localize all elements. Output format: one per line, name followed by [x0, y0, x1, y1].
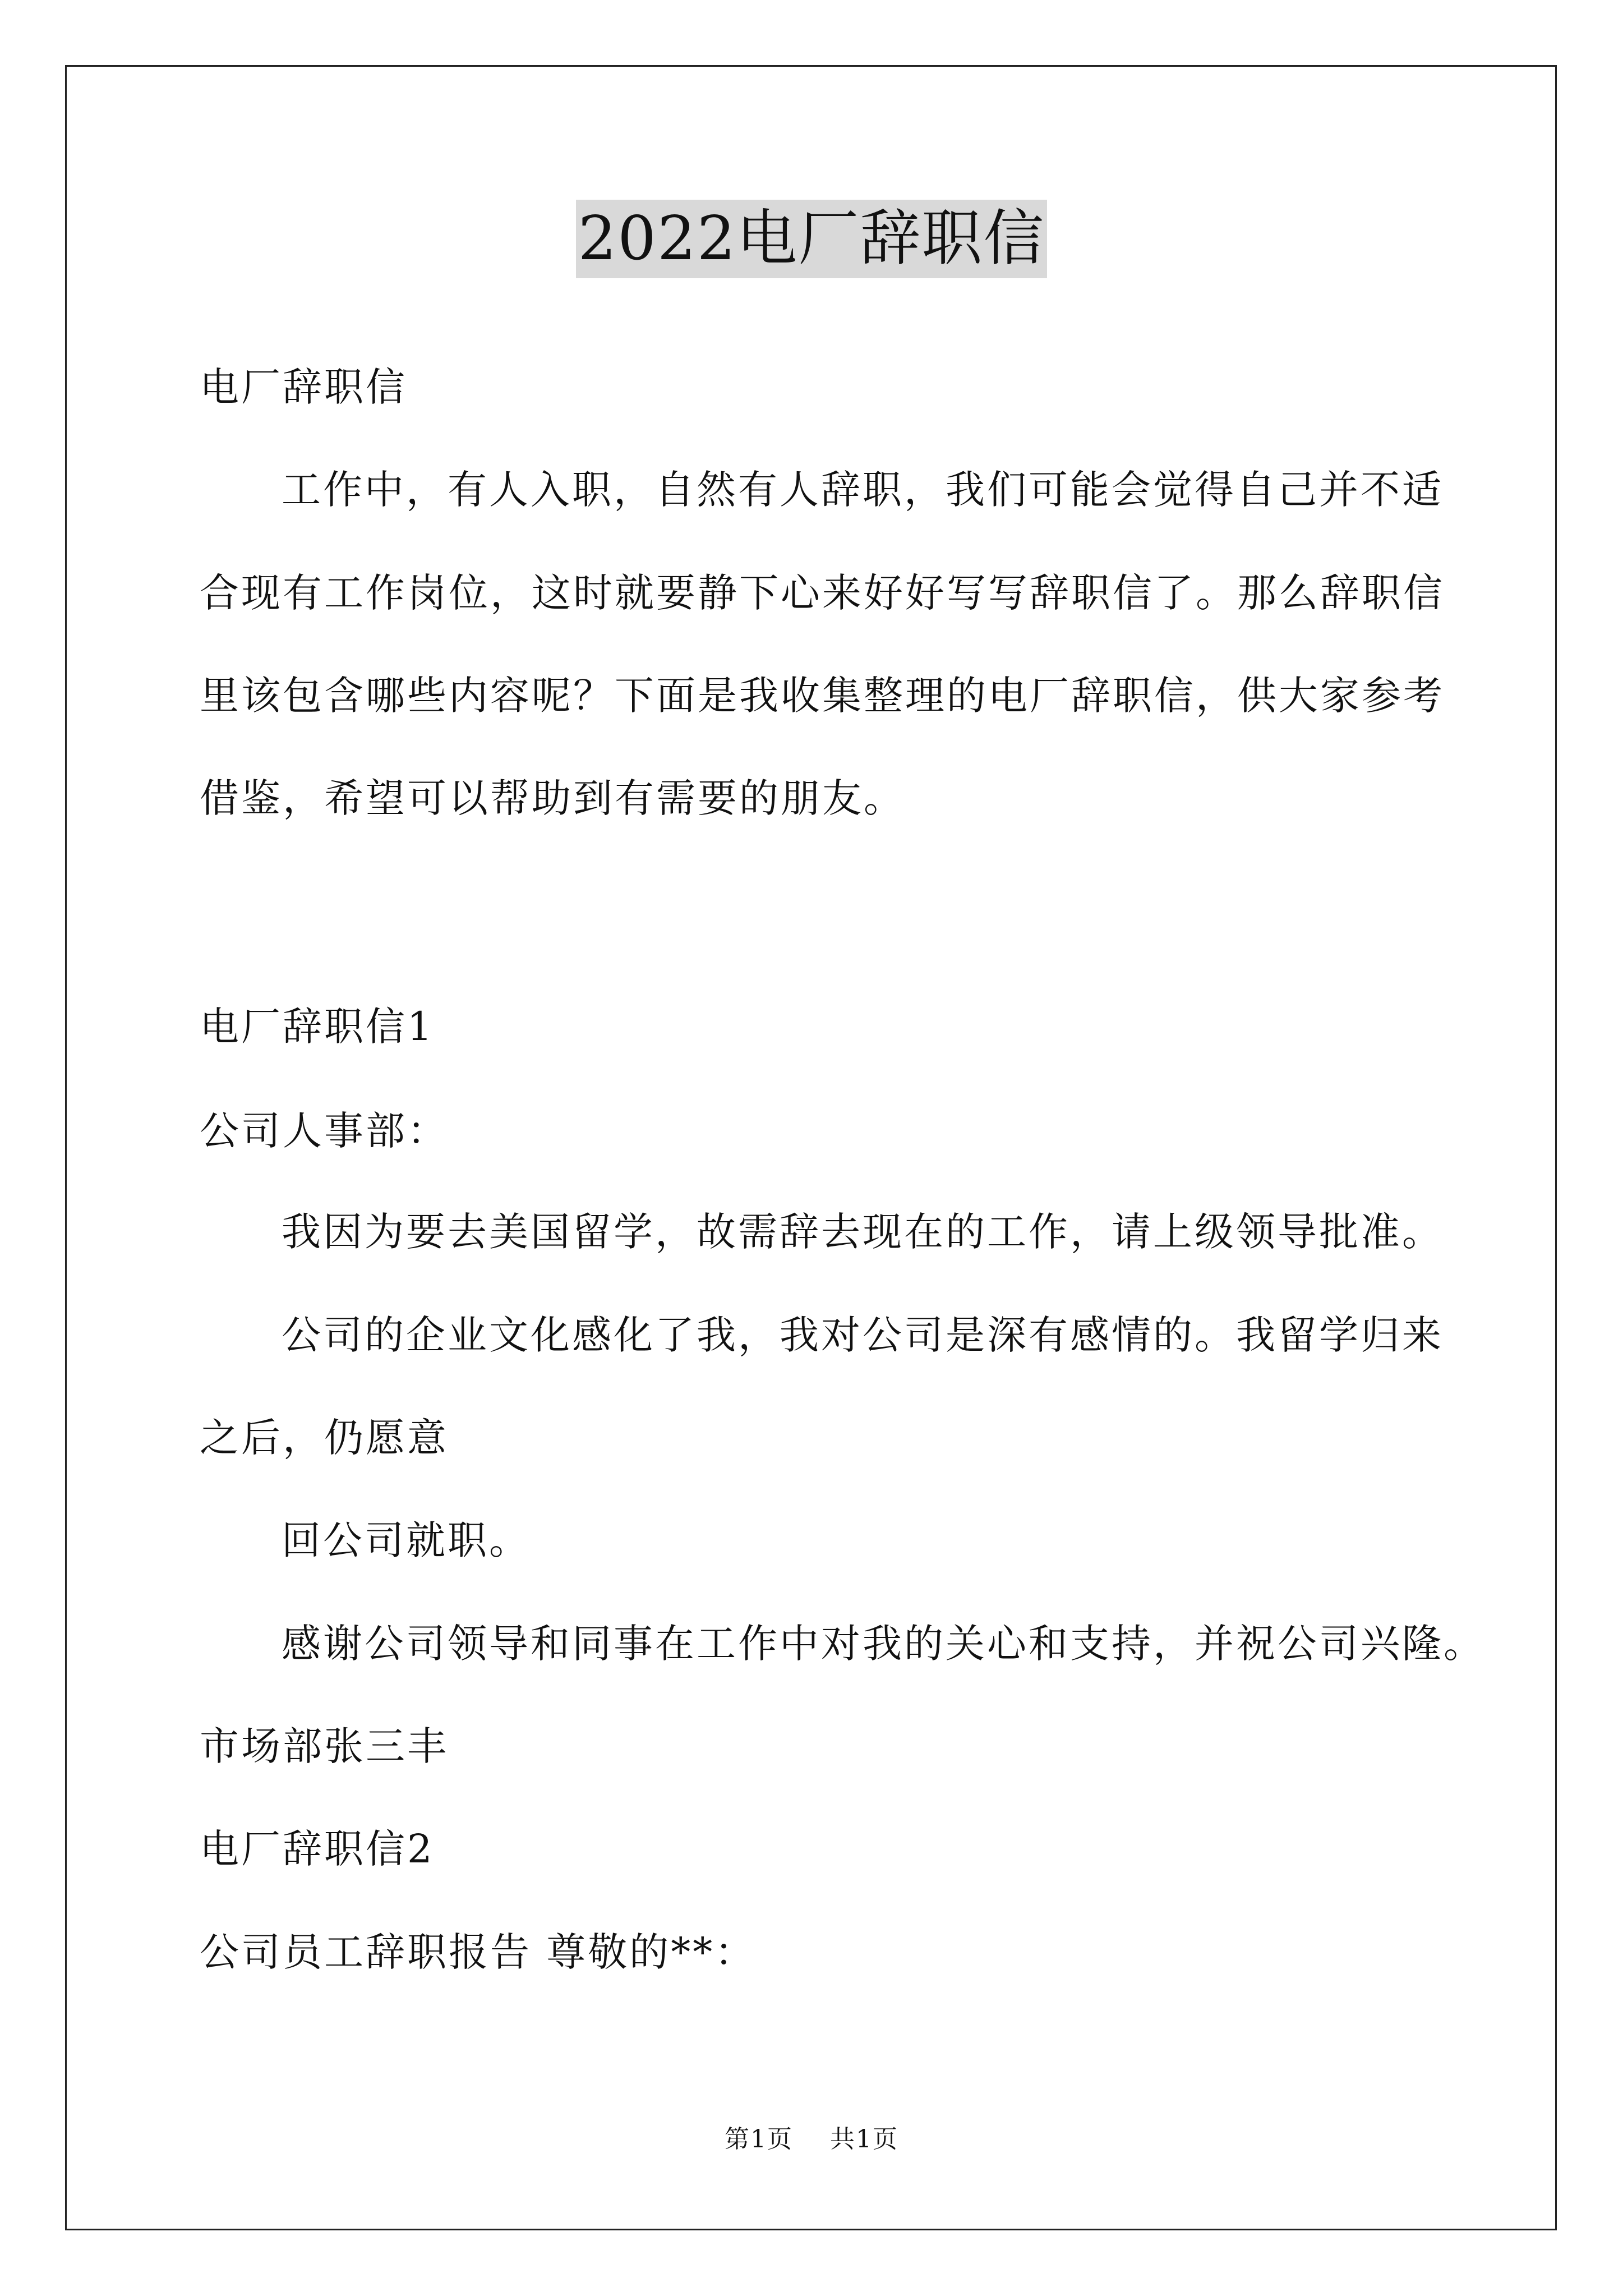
paragraph-line: 公司员工辞职报告 尊敬的**：: [200, 1929, 757, 1975]
paragraph-line: 工作中，有人入职，自然有人辞职，我们可能会觉得自己并不适: [282, 467, 1444, 513]
title-container: [0, 200, 1623, 278]
paragraph-line: 之后，仍愿意: [200, 1415, 449, 1461]
signature-line: 市场部张三丰: [200, 1723, 449, 1769]
page-number: 第1页: [725, 2125, 793, 2154]
section-heading: 电厂辞职信: [200, 364, 407, 410]
page-footer: [0, 2123, 1623, 2156]
section-heading: 电厂辞职信2: [200, 1826, 435, 1872]
document-title: 2022电厂辞职信: [576, 200, 1048, 278]
paragraph-line: 公司的企业文化感化了我，我对公司是深有感情的。我留学归来: [282, 1312, 1444, 1358]
section-heading: 电厂辞职信1: [200, 1004, 435, 1050]
paragraph-line: 感谢公司领导和同事在工作中对我的关心和支持，并祝公司兴隆。: [282, 1621, 1485, 1667]
paragraph-line: 回公司就职。: [282, 1517, 531, 1563]
paragraph-line: 里该包含哪些内容呢？下面是我收集整理的电厂辞职信，供大家参考: [200, 673, 1445, 719]
paragraph-line: 合现有工作岗位，这时就要静下心来好好写写辞职信了。那么辞职信: [200, 570, 1445, 616]
page-total: 共1页: [830, 2125, 898, 2154]
paragraph-line: 借鉴，希望可以帮助到有需要的朋友。: [200, 775, 905, 821]
paragraph-line: 我因为要去美国留学，故需辞去现在的工作，请上级领导批准。: [282, 1209, 1444, 1255]
salutation: 公司人事部：: [200, 1108, 449, 1154]
